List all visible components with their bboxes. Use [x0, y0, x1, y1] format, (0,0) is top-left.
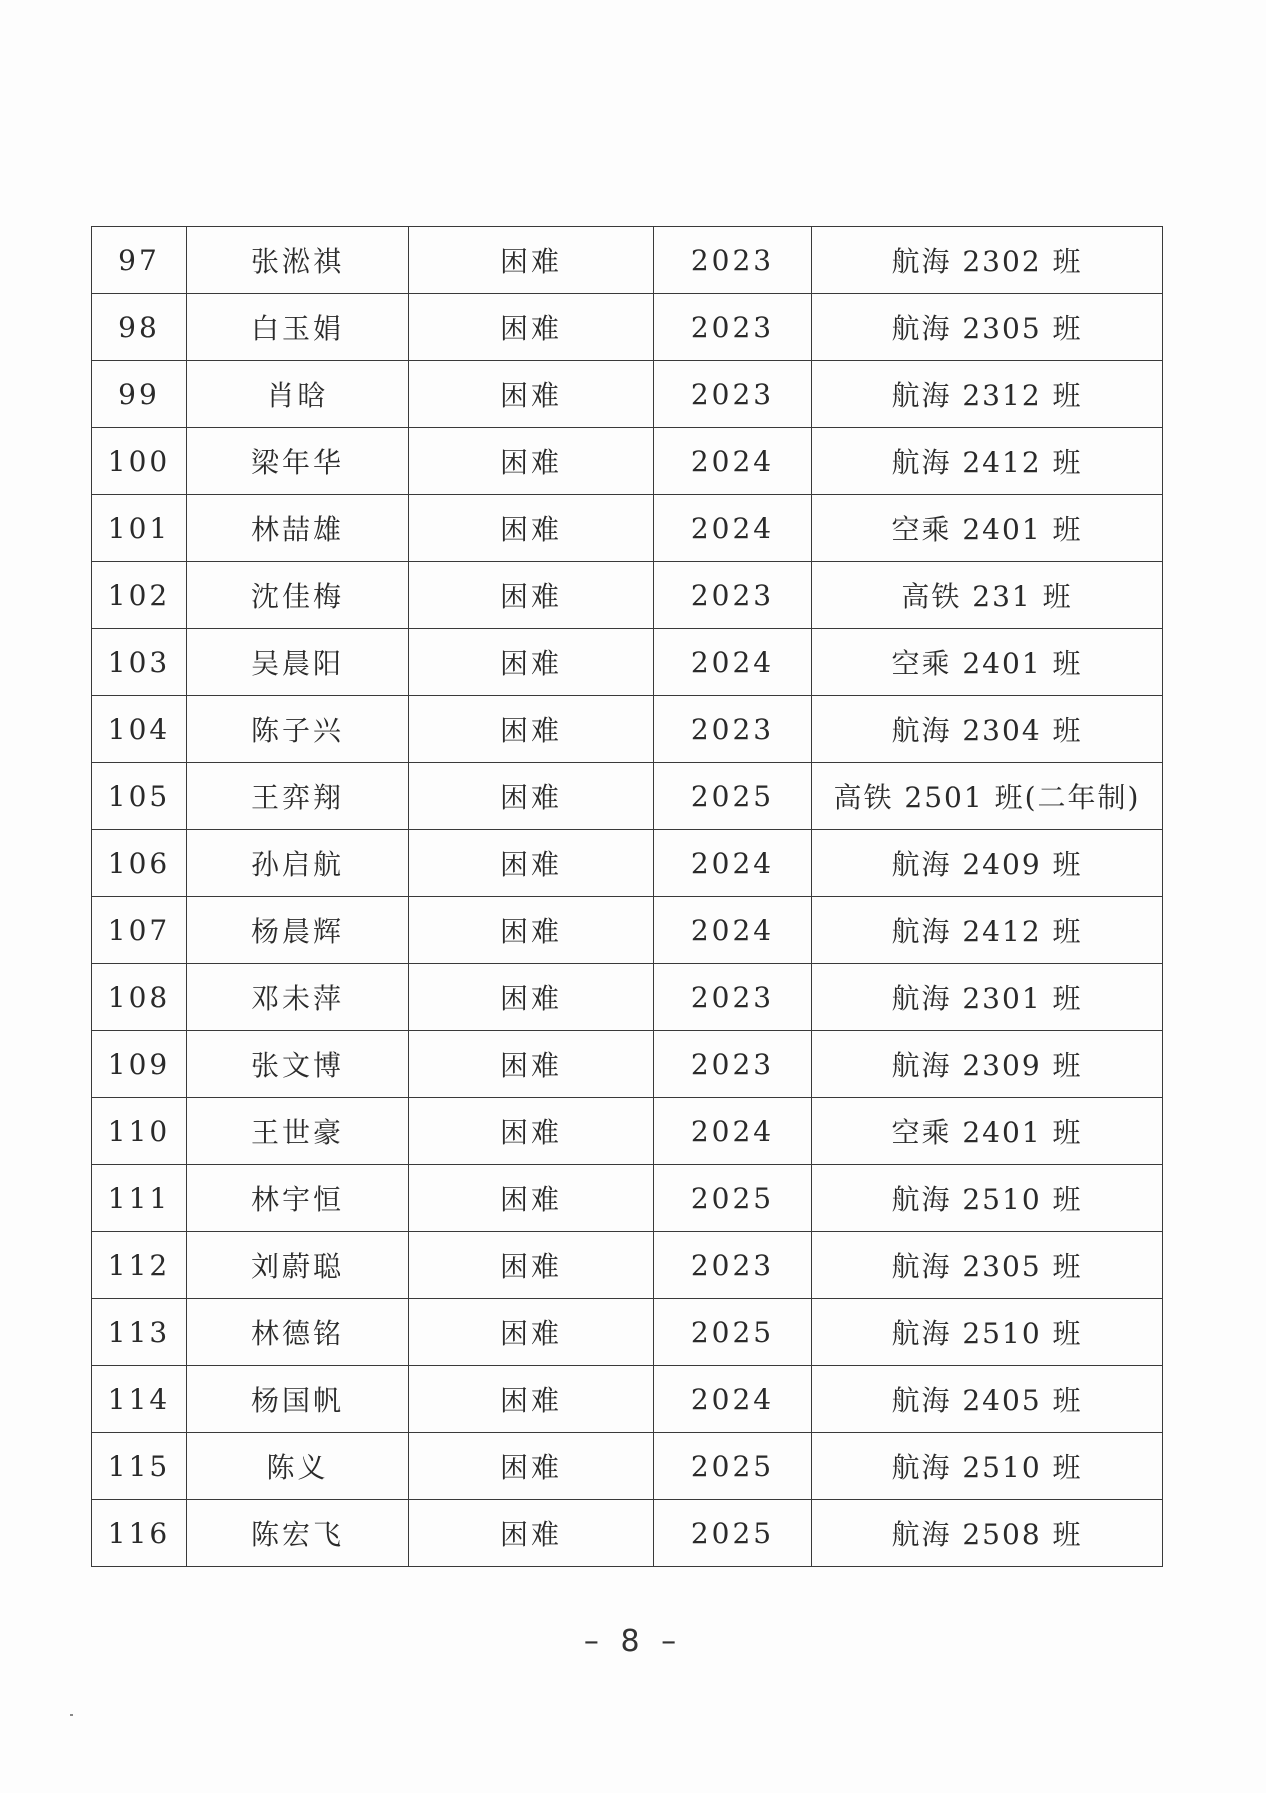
cell-name: 白玉娟: [187, 294, 409, 361]
table-row: [92, 1232, 1163, 1299]
cell-name: 邓未萍: [187, 964, 409, 1031]
cell-class: 空乘 2401 班: [812, 629, 1163, 696]
cell-year: 2023: [654, 696, 812, 763]
cell-year: 2025: [654, 763, 812, 830]
cell-name: 张文博: [187, 1031, 409, 1098]
cell-number: 97: [92, 227, 187, 294]
cell-number: 110: [92, 1098, 187, 1165]
cell-type: 困难: [409, 830, 654, 897]
cell-type: 困难: [409, 1299, 654, 1366]
cell-year: 2023: [654, 361, 812, 428]
cell-year: 2025: [654, 1500, 812, 1567]
cell-type: 困难: [409, 562, 654, 629]
cell-type: 困难: [409, 1165, 654, 1232]
page-number: – 8 –: [583, 1624, 683, 1659]
cell-name: 沈佳梅: [187, 562, 409, 629]
table-row: [92, 1299, 1163, 1366]
cell-year: 2024: [654, 1098, 812, 1165]
table-row: [92, 1031, 1163, 1098]
cell-year: 2023: [654, 1232, 812, 1299]
cell-class: 航海 2305 班: [812, 294, 1163, 361]
cell-class: 航海 2510 班: [812, 1165, 1163, 1232]
cell-year: 2024: [654, 897, 812, 964]
cell-year: 2024: [654, 629, 812, 696]
cell-type: 困难: [409, 629, 654, 696]
cell-number: 99: [92, 361, 187, 428]
cell-number: 107: [92, 897, 187, 964]
table-row: [92, 629, 1163, 696]
cell-year: 2023: [654, 562, 812, 629]
cell-number: 109: [92, 1031, 187, 1098]
cell-class: 航海 2309 班: [812, 1031, 1163, 1098]
cell-year: 2023: [654, 1031, 812, 1098]
cell-type: 困难: [409, 1433, 654, 1500]
cell-year: 2024: [654, 830, 812, 897]
scan-speck: [70, 1714, 73, 1716]
cell-class: 航海 2302 班: [812, 227, 1163, 294]
table-row: [92, 1433, 1163, 1500]
table-row: [92, 1165, 1163, 1232]
cell-class: 航海 2305 班: [812, 1232, 1163, 1299]
cell-year: 2024: [654, 1366, 812, 1433]
cell-number: 103: [92, 629, 187, 696]
cell-number: 105: [92, 763, 187, 830]
cell-year: 2024: [654, 428, 812, 495]
table-row: [92, 1500, 1163, 1567]
cell-name: 梁年华: [187, 428, 409, 495]
table-row: [92, 562, 1163, 629]
table-row: [92, 964, 1163, 1031]
cell-type: 困难: [409, 897, 654, 964]
cell-class: 航海 2409 班: [812, 830, 1163, 897]
cell-class: 航海 2301 班: [812, 964, 1163, 1031]
cell-year: 2025: [654, 1299, 812, 1366]
table-row: [92, 1098, 1163, 1165]
cell-number: 112: [92, 1232, 187, 1299]
student-table: [91, 226, 1163, 1567]
cell-type: 困难: [409, 1098, 654, 1165]
cell-year: 2025: [654, 1165, 812, 1232]
cell-number: 114: [92, 1366, 187, 1433]
cell-type: 困难: [409, 964, 654, 1031]
cell-year: 2023: [654, 964, 812, 1031]
cell-type: 困难: [409, 763, 654, 830]
cell-name: 杨国帆: [187, 1366, 409, 1433]
cell-class: 航海 2510 班: [812, 1299, 1163, 1366]
cell-class: 航海 2304 班: [812, 696, 1163, 763]
cell-number: 106: [92, 830, 187, 897]
cell-number: 113: [92, 1299, 187, 1366]
cell-type: 困难: [409, 227, 654, 294]
cell-type: 困难: [409, 696, 654, 763]
table-row: [92, 696, 1163, 763]
cell-class: 航海 2510 班: [812, 1433, 1163, 1500]
cell-name: 肖晗: [187, 361, 409, 428]
cell-class: 航海 2405 班: [812, 1366, 1163, 1433]
cell-number: 116: [92, 1500, 187, 1567]
cell-name: 陈子兴: [187, 696, 409, 763]
cell-class: 航海 2412 班: [812, 897, 1163, 964]
cell-year: 2023: [654, 294, 812, 361]
cell-type: 困难: [409, 428, 654, 495]
cell-number: 101: [92, 495, 187, 562]
cell-type: 困难: [409, 1031, 654, 1098]
cell-class: 航海 2312 班: [812, 361, 1163, 428]
table-row: [92, 1366, 1163, 1433]
cell-number: 104: [92, 696, 187, 763]
table-row: [92, 227, 1163, 294]
table-row: [92, 294, 1163, 361]
cell-class: 航海 2412 班: [812, 428, 1163, 495]
cell-name: 林喆雄: [187, 495, 409, 562]
table-row: [92, 763, 1163, 830]
cell-type: 困难: [409, 1366, 654, 1433]
cell-type: 困难: [409, 1232, 654, 1299]
cell-class: 航海 2508 班: [812, 1500, 1163, 1567]
cell-name: 张淞祺: [187, 227, 409, 294]
table-row: [92, 830, 1163, 897]
cell-name: 林宇恒: [187, 1165, 409, 1232]
cell-year: 2023: [654, 227, 812, 294]
cell-number: 98: [92, 294, 187, 361]
cell-class: 高铁 231 班: [812, 562, 1163, 629]
cell-name: 陈义: [187, 1433, 409, 1500]
cell-type: 困难: [409, 294, 654, 361]
cell-type: 困难: [409, 495, 654, 562]
cell-class: 空乘 2401 班: [812, 495, 1163, 562]
table-row: [92, 897, 1163, 964]
cell-name: 林德铭: [187, 1299, 409, 1366]
cell-number: 100: [92, 428, 187, 495]
cell-year: 2025: [654, 1433, 812, 1500]
cell-number: 115: [92, 1433, 187, 1500]
table-row: [92, 361, 1163, 428]
cell-type: 困难: [409, 361, 654, 428]
cell-class: 空乘 2401 班: [812, 1098, 1163, 1165]
cell-name: 杨晨辉: [187, 897, 409, 964]
table-row: [92, 495, 1163, 562]
cell-name: 刘蔚聪: [187, 1232, 409, 1299]
cell-number: 102: [92, 562, 187, 629]
cell-year: 2024: [654, 495, 812, 562]
cell-name: 王世豪: [187, 1098, 409, 1165]
cell-class: 高铁 2501 班(二年制): [812, 763, 1163, 830]
student-table-container: [91, 226, 1162, 1567]
cell-name: 陈宏飞: [187, 1500, 409, 1567]
cell-type: 困难: [409, 1500, 654, 1567]
cell-number: 111: [92, 1165, 187, 1232]
cell-name: 孙启航: [187, 830, 409, 897]
cell-number: 108: [92, 964, 187, 1031]
cell-name: 王弈翔: [187, 763, 409, 830]
table-body: [92, 227, 1163, 1567]
cell-name: 吴晨阳: [187, 629, 409, 696]
table-row: [92, 428, 1163, 495]
